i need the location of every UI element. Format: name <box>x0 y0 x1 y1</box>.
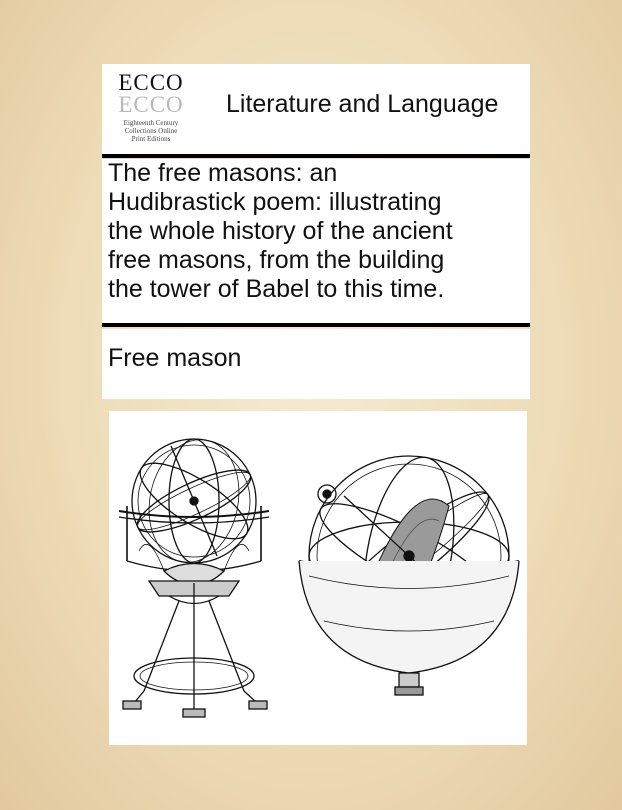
illustration-panel <box>109 411 527 745</box>
divider <box>102 154 530 158</box>
logo-mark: ECCO <box>118 70 184 95</box>
title-line: Hudibrastick poem: illustrating <box>108 188 442 216</box>
title-line: the whole history of the ancient <box>108 217 453 245</box>
logo-caption-line: Collections Online <box>124 127 178 135</box>
title-line: free masons, from the building <box>108 246 445 274</box>
logo-caption <box>112 119 190 143</box>
divider <box>102 323 530 327</box>
armillary-sphere-on-stand-icon <box>119 431 269 717</box>
logo-mark-reflection: ECCO <box>118 92 184 117</box>
illustration <box>109 411 527 745</box>
series-label: Literature and Language <box>226 90 499 118</box>
header-panel <box>102 64 530 154</box>
ecco-logo <box>112 72 190 146</box>
armillary-sphere-icon <box>299 450 519 695</box>
logo-caption-line: Eighteenth Century <box>123 119 179 127</box>
title-line: the tower of Babel to this time. <box>108 275 445 303</box>
title-panel <box>102 159 530 323</box>
title-line: The free masons: an <box>108 159 338 187</box>
book-title <box>108 159 528 304</box>
author-name: Free mason <box>108 344 242 372</box>
author-panel <box>102 329 530 399</box>
logo-caption-line: Print Editions <box>131 135 171 143</box>
